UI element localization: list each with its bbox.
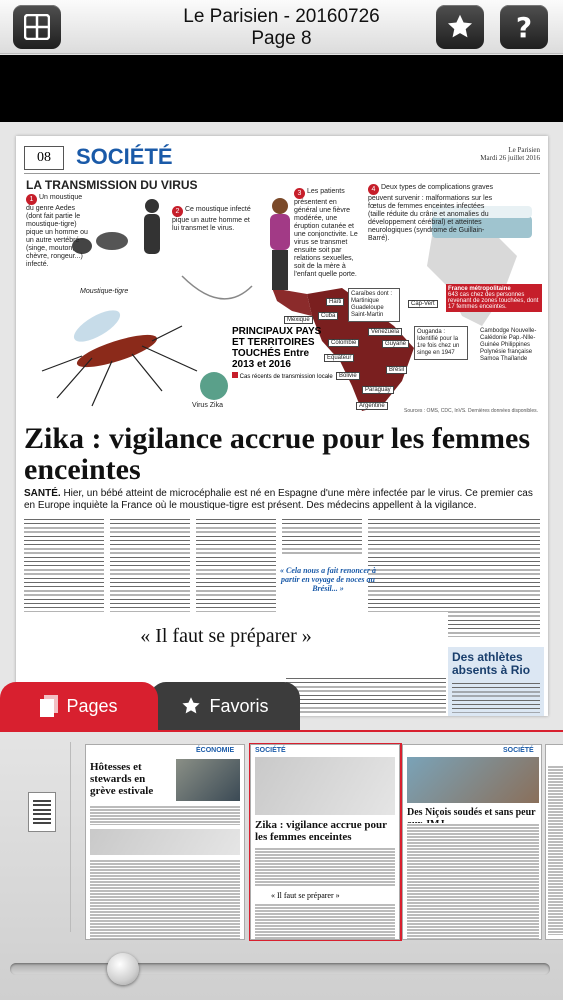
map-box-ouganda: Ouganda : Identifié pour la 1re fois chez un singe en 1947 bbox=[414, 326, 468, 360]
map-title: PRINCIPAUX PAYS ET TERRITOIRES TOUCHÉS Entre 2013 et 2016 Cas récents de transmission locale bbox=[232, 326, 333, 380]
asia-countries: Cambodge Nouvelle-Calédonie Pap.-Nlle-Guinée Philippines Polynésie française Samoa Thaïlande bbox=[478, 326, 542, 365]
step-4: 4 Deux types de complications graves peuvent survenir : malformations sur les fœtus de femmes enceintes infectées (taille réduite du crâne et anomalies du développement cérébral) et atteintes neurologiques (syndrome de Guillain-Barré). bbox=[368, 184, 494, 242]
tab-favoris[interactable] bbox=[150, 682, 300, 730]
star-icon bbox=[181, 696, 201, 716]
favorite-button[interactable] bbox=[436, 5, 484, 49]
thumbnail-headline: Zika : vigilance accrue pour les femmes enceintes bbox=[255, 819, 387, 843]
star-icon bbox=[446, 13, 474, 41]
legend-local-transmission: Cas récents de transmission locale bbox=[239, 374, 333, 380]
sidebar-title: Des athlètes absents à Rio bbox=[452, 650, 531, 677]
thumbnail-section: SOCIÉTÉ bbox=[503, 747, 534, 754]
masthead bbox=[480, 146, 540, 162]
thumbnail-subhead: « Il faut se préparer » bbox=[271, 891, 340, 900]
map-label-guyane: Guyane bbox=[382, 340, 409, 348]
page-thumbnail[interactable] bbox=[85, 744, 245, 940]
infographic-title: LA TRANSMISSION DU VIRUS bbox=[26, 178, 198, 192]
infographic bbox=[22, 176, 542, 416]
thumbnail-headline: Hôtesses et stewards en grève estivale bbox=[90, 761, 154, 797]
map-label-bresil: Brésil bbox=[386, 366, 407, 374]
page-thumbnail-current[interactable] bbox=[250, 744, 400, 940]
france-title: France métropolitaine bbox=[448, 286, 511, 292]
tab-favoris-label: Favoris bbox=[209, 695, 269, 716]
step-3: 3 Les patients présentent en général une fièvre modérée, une éruption cutanée et une conjonctivite. Le virus se transmet ensuite soit par relations sexuelles, soit de la mère à l'enfant quelle porte. bbox=[294, 188, 358, 278]
step-1: 1 Un moustique du genre Aedes (dont fait partie le moustique-tigre) pique un homme ou un autre vertébré (singe, mouton, chèvre, rongeur...) infecté. bbox=[26, 194, 88, 268]
page-number: 08 bbox=[24, 146, 64, 170]
virus-label: Virus Zika bbox=[192, 402, 223, 409]
page-thumbnail[interactable] bbox=[545, 744, 563, 940]
page-header bbox=[24, 144, 540, 174]
article-headline: Zika : vigilance accrue pour les femmes enceintes bbox=[24, 422, 531, 486]
thumbnail-text bbox=[90, 805, 240, 825]
thumbnail-photo bbox=[176, 759, 240, 801]
black-band bbox=[0, 55, 563, 122]
thumbnail-text bbox=[90, 859, 240, 939]
thumbnail-headline: Des Niçois soudés et sans peur bbox=[407, 807, 536, 818]
masthead-date: Mardi 26 juillet 2016 bbox=[480, 154, 540, 162]
map-label-haiti: Haïti bbox=[326, 298, 344, 306]
pull-quote: « Cela nous a fait renoncer à partir en voyage de noces au Brésil... » bbox=[279, 566, 376, 593]
thumbnail-text bbox=[548, 765, 563, 935]
document-icon bbox=[40, 695, 58, 717]
question-icon: ? bbox=[515, 10, 533, 44]
woman-body bbox=[270, 214, 290, 250]
legend-swatch bbox=[232, 372, 238, 378]
france-text: 643 cas chez des personnes revenant de zones touchées, dont 17 femmes enceintes. bbox=[448, 292, 539, 310]
thumbnail-section: SOCIÉTÉ bbox=[255, 747, 286, 754]
text-column bbox=[110, 517, 190, 612]
transmission-arrow bbox=[182, 276, 252, 299]
standfirst-lead: SANTÉ. bbox=[24, 488, 61, 499]
thumbnail-text bbox=[255, 903, 395, 939]
step-2: 2 Ce moustique infecté pique un autre homme et lui transmet le virus. bbox=[172, 206, 251, 232]
map-label-argentine: Argentine bbox=[356, 402, 388, 410]
divider bbox=[70, 742, 71, 932]
map-label-cuba: Cuba bbox=[318, 312, 338, 320]
window-title bbox=[110, 6, 453, 50]
map-label-equateur: Equateur bbox=[324, 354, 354, 362]
text-column bbox=[196, 517, 276, 612]
map-box-caraibes: Caraïbes dont : Martinique Guadeloupe Saint-Martin bbox=[348, 288, 400, 322]
map-label-venezuela: Venezuela bbox=[368, 328, 402, 336]
top-toolbar bbox=[0, 0, 563, 54]
text-column bbox=[368, 517, 448, 612]
thumbnail-text bbox=[407, 823, 539, 939]
sidebar-article bbox=[448, 647, 544, 716]
person-head bbox=[145, 199, 159, 213]
article-body bbox=[24, 517, 444, 617]
thumbnail-graphic bbox=[255, 757, 395, 815]
map-central bbox=[272, 288, 312, 316]
article-standfirst bbox=[24, 488, 540, 512]
text-column bbox=[282, 517, 362, 557]
page-slider-handle[interactable] bbox=[107, 953, 139, 985]
infographic-sources: Sources : OMS, CDC, InVS. Dernières données disponibles. bbox=[404, 408, 538, 414]
virus-particle bbox=[200, 372, 228, 400]
sub-headline: « Il faut se préparer » bbox=[140, 625, 312, 647]
page-indicator: Page 8 bbox=[251, 28, 312, 49]
map-label-paraguay: Paraguay bbox=[362, 386, 394, 394]
page-thumbnail[interactable] bbox=[402, 744, 542, 940]
page-slider-track[interactable] bbox=[10, 963, 550, 975]
france-box bbox=[446, 284, 542, 312]
thumbnail-graphic bbox=[90, 829, 240, 855]
text-column bbox=[24, 517, 104, 612]
help-button[interactable] bbox=[500, 5, 548, 49]
grid-view-button[interactable] bbox=[13, 5, 61, 49]
mosquito-label: Moustique-tigre bbox=[80, 288, 129, 295]
map-label-bolivie: Bolivie bbox=[336, 372, 360, 380]
map-label-mexique: Mexique bbox=[284, 316, 313, 324]
map-label-colombie: Colombie bbox=[328, 339, 359, 347]
thumbnail-photo bbox=[407, 757, 539, 803]
publication-title: Le Parisien - 20160726 bbox=[183, 6, 380, 27]
newspaper-page[interactable] bbox=[16, 136, 548, 716]
woman-head bbox=[272, 198, 288, 214]
masthead-name: Le Parisien bbox=[508, 146, 540, 154]
list-icon[interactable] bbox=[28, 792, 56, 832]
tab-pages[interactable] bbox=[0, 682, 158, 730]
thumbnail-panel bbox=[0, 730, 563, 1000]
text-column bbox=[286, 676, 446, 716]
sidebar-text bbox=[452, 681, 540, 713]
thumbnail-text bbox=[255, 847, 395, 887]
animal-goat bbox=[96, 232, 128, 250]
text-column bbox=[448, 517, 540, 637]
tab-pages-label: Pages bbox=[66, 695, 118, 716]
woman-legs bbox=[272, 250, 288, 290]
thumbnail-section: ÉCONOMIE bbox=[196, 747, 235, 754]
person-body bbox=[144, 214, 160, 254]
standfirst-text: Hier, un bébé atteint de microcéphalie est né en Espagne d'une mère infectée par le virus. Ce premier cas en Europe inquiète la France où le moustique-tigre est présent. Des médecins appellent à la vigilance. bbox=[24, 488, 533, 511]
map-label-cap-vert: Cap-Vert bbox=[408, 300, 438, 308]
grid-icon bbox=[24, 14, 50, 40]
section-title: SOCIÉTÉ bbox=[76, 144, 173, 169]
